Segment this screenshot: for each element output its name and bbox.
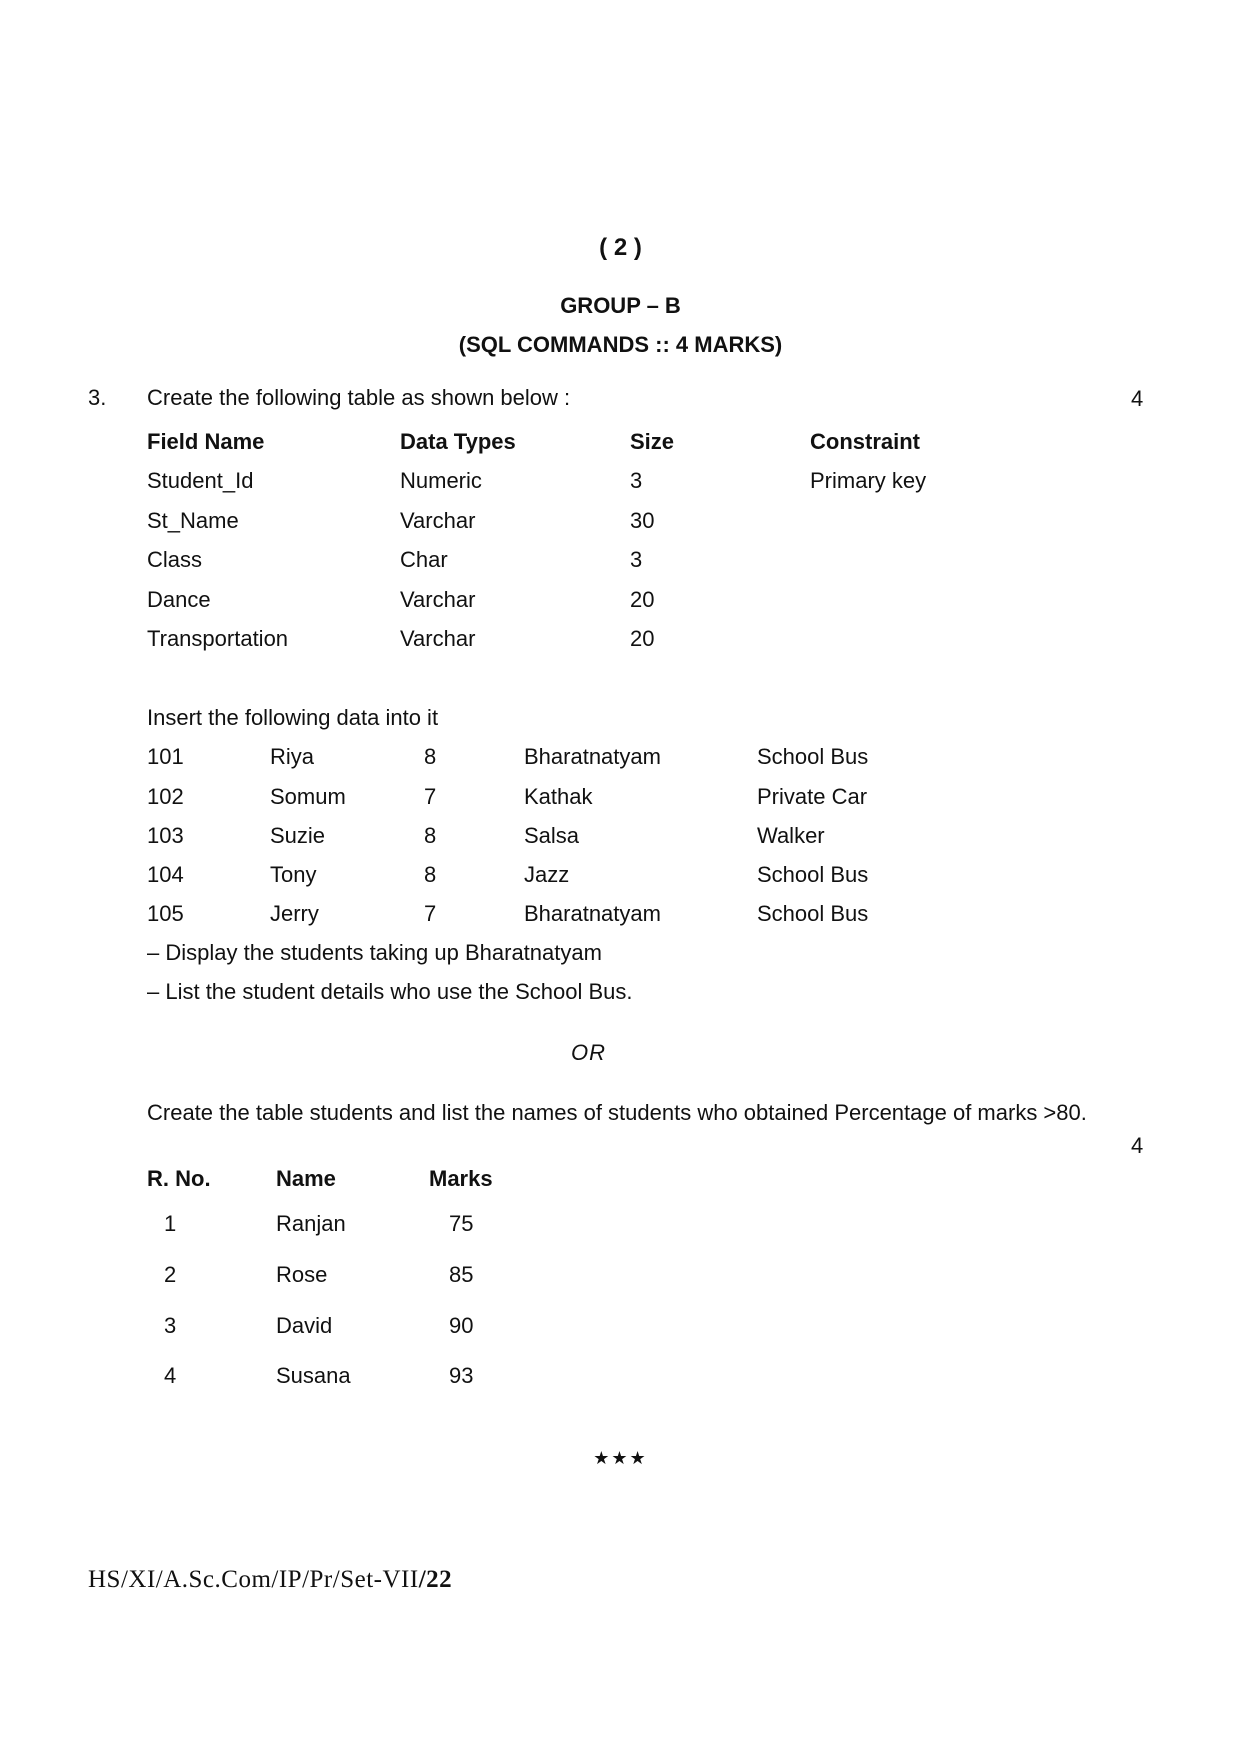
alt-cell: 4 [164, 1363, 177, 1388]
alt-cell: Rose [276, 1262, 328, 1287]
alt-header-marks: Marks [429, 1166, 493, 1191]
question-number: 3. [88, 385, 107, 410]
schema-cell: Varchar [400, 626, 476, 651]
group-title: GROUP – B [560, 293, 681, 318]
data-cell: School Bus [757, 862, 869, 887]
schema-header-size: Size [630, 429, 675, 454]
alt-cell: Ranjan [276, 1211, 346, 1236]
task-item: – List the student details who use the School Bus. [147, 979, 633, 1004]
data-cell: Riya [270, 744, 315, 769]
data-cell: 8 [424, 744, 437, 769]
data-cell: Suzie [270, 823, 326, 848]
alt-header-name: Name [276, 1166, 336, 1191]
alt-header-rno: R. No. [147, 1166, 211, 1191]
data-cell: Bharatnatyam [524, 744, 661, 769]
schema-cell: Dance [147, 587, 211, 612]
data-cell: 105 [147, 901, 184, 926]
footer-year: /22 [418, 1566, 453, 1593]
data-cell: Bharatnatyam [524, 901, 661, 926]
data-cell: 8 [424, 823, 437, 848]
alt-cell: 85 [449, 1262, 474, 1287]
schema-cell: Varchar [400, 508, 476, 533]
end-marker: ★★★ [593, 1448, 648, 1468]
or-label: OR [571, 1040, 606, 1065]
alt-cell: 90 [449, 1313, 474, 1338]
schema-cell: 20 [630, 587, 655, 612]
question-marks: 4 [1131, 386, 1144, 411]
data-cell: Salsa [524, 823, 580, 848]
data-cell: 102 [147, 784, 184, 809]
alt-cell: 1 [164, 1211, 177, 1236]
schema-cell: 20 [630, 626, 655, 651]
page-number: ( 2 ) [599, 234, 642, 261]
alt-cell: 3 [164, 1313, 177, 1338]
group-subtitle: (SQL COMMANDS :: 4 MARKS) [458, 332, 783, 357]
alt-question-marks: 4 [1131, 1133, 1144, 1158]
data-cell: 104 [147, 862, 184, 887]
data-cell: 103 [147, 823, 184, 848]
schema-header-type: Data Types [400, 429, 516, 454]
data-cell: School Bus [757, 744, 869, 769]
schema-cell: Class [147, 547, 203, 572]
data-cell: Private Car [757, 784, 868, 809]
insert-intro: Insert the following data into it [147, 705, 439, 730]
schema-header-field: Field Name [147, 429, 265, 454]
alt-cell: 2 [164, 1262, 177, 1287]
schema-cell: St_Name [147, 508, 239, 533]
alt-question-text: Create the table students and list the names of students who obtained Percentage of marks >80. [147, 1100, 1087, 1125]
data-cell: Walker [757, 823, 825, 848]
schema-cell: Transportation [147, 626, 289, 651]
schema-cell: 30 [630, 508, 655, 533]
data-cell: Jazz [524, 862, 570, 887]
alt-cell: Susana [276, 1363, 351, 1388]
question-intro: Create the following table as shown below : [147, 385, 571, 410]
schema-cell: Numeric [400, 468, 482, 493]
schema-header-constraint: Constraint [810, 429, 920, 454]
data-cell: Tony [270, 862, 317, 887]
data-cell: 7 [424, 784, 437, 809]
schema-cell: Primary key [810, 468, 927, 493]
alt-cell: 75 [449, 1211, 474, 1236]
schema-cell: 3 [630, 468, 643, 493]
alt-cell: David [276, 1313, 333, 1338]
schema-cell: Varchar [400, 587, 476, 612]
data-cell: 7 [424, 901, 437, 926]
data-cell: School Bus [757, 901, 869, 926]
data-cell: Somum [270, 784, 346, 809]
footer-code-text: HS/XI/A.Sc.Com/IP/Pr/Set-VII [88, 1566, 419, 1593]
schema-cell: Char [400, 547, 448, 572]
footer-code [88, 1566, 452, 1594]
data-cell: 8 [424, 862, 437, 887]
data-cell: 101 [147, 744, 184, 769]
data-cell: Jerry [270, 901, 319, 926]
data-cell: Kathak [524, 784, 593, 809]
alt-cell: 93 [449, 1363, 474, 1388]
schema-cell: 3 [630, 547, 643, 572]
schema-cell: Student_Id [147, 468, 254, 493]
task-item: – Display the students taking up Bharatnatyam [147, 940, 602, 965]
